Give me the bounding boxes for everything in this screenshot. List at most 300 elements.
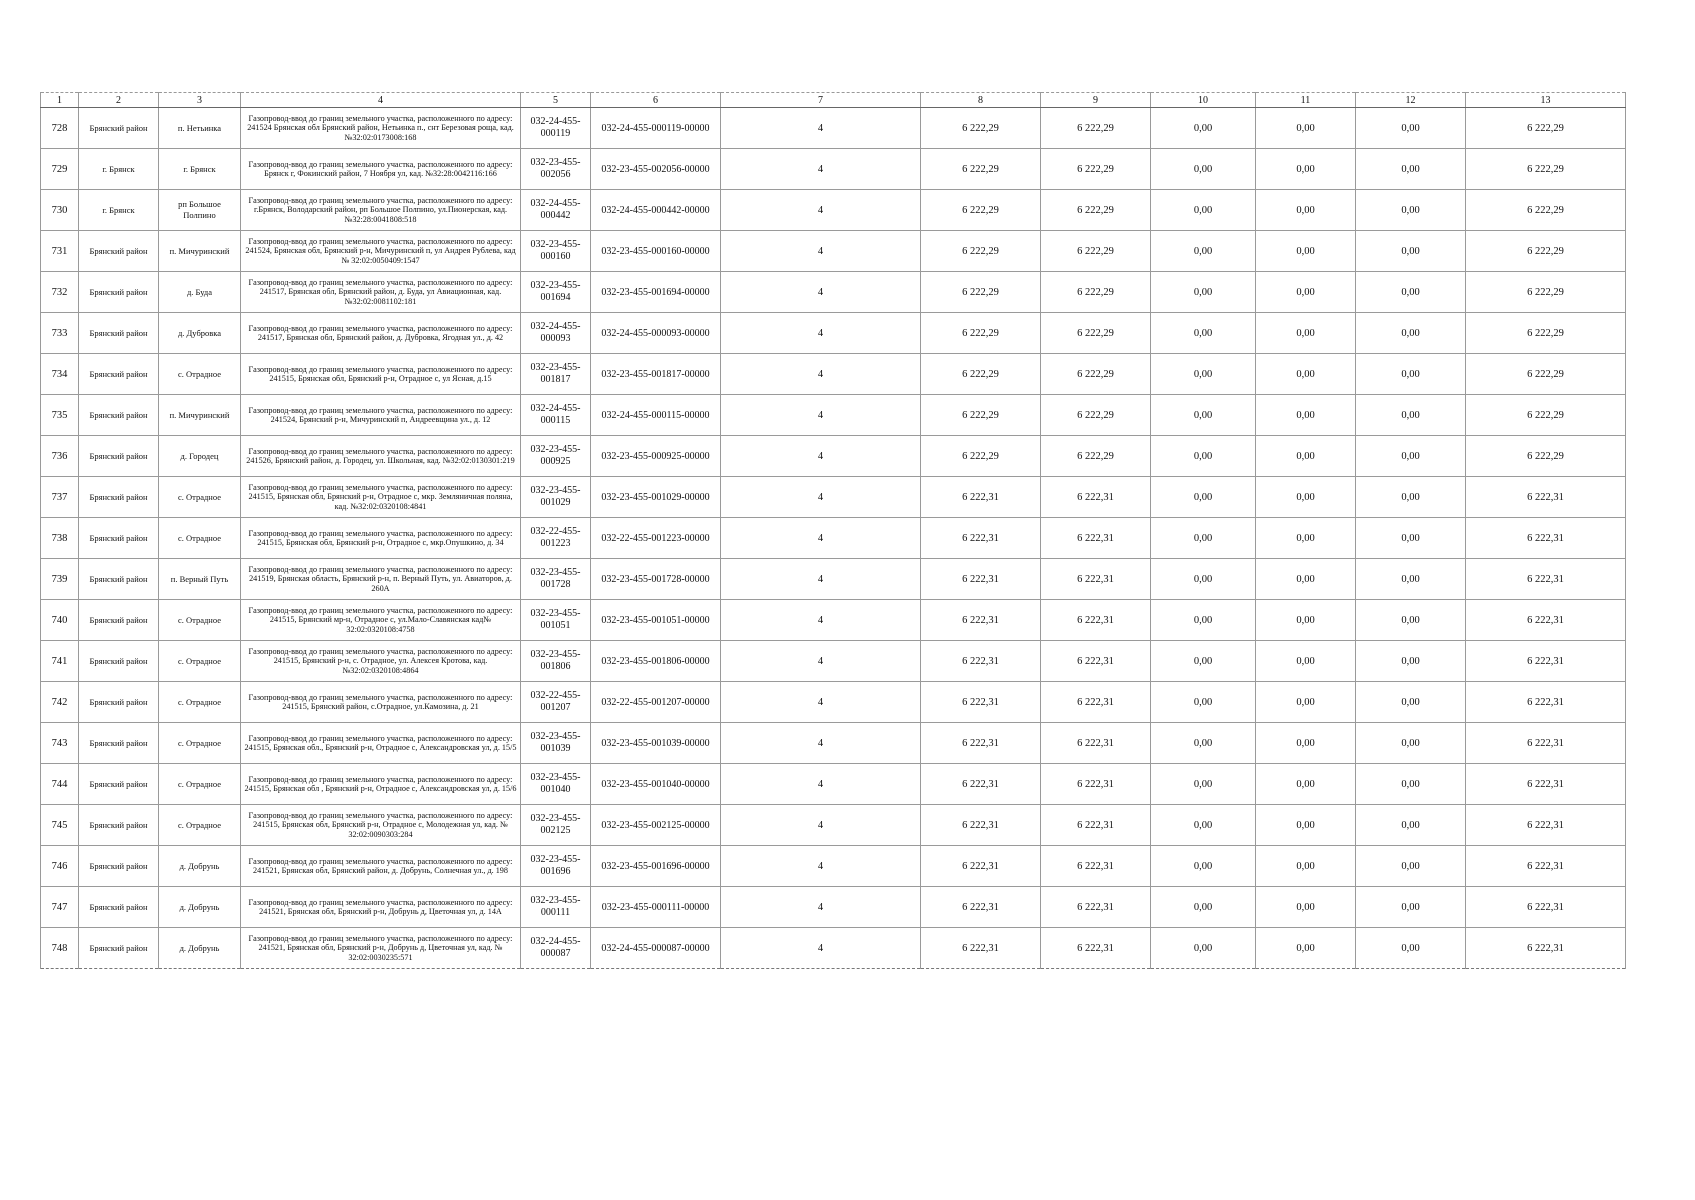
table-row [41, 354, 1626, 395]
cell-col-10: 0,00 [1151, 395, 1256, 436]
table-row [41, 600, 1626, 641]
cell-col-12: 0,00 [1356, 272, 1466, 313]
cell-settlement: с. Отрадное [159, 723, 241, 764]
cell-inventory-number: 032-22-455-001223 [521, 518, 591, 559]
cell-district: Брянский район [79, 477, 159, 518]
cell-col-11: 0,00 [1256, 846, 1356, 887]
cell-col-10: 0,00 [1151, 723, 1256, 764]
cell-settlement: с. Отрадное [159, 805, 241, 846]
cell-row-number: 747 [41, 887, 79, 928]
cell-object-description: Газопровод-ввод до границ земельного участка, расположенного по адресу: 241521, Брянская обл, Брянский район, д. Добрунь, Солнечная ул., д. 198 [241, 846, 521, 887]
cell-col-12: 0,00 [1356, 149, 1466, 190]
cell-settlement: с. Отрадное [159, 682, 241, 723]
cell-settlement: с. Отрадное [159, 600, 241, 641]
cell-district: Брянский район [79, 682, 159, 723]
cell-col-13: 6 222,31 [1466, 764, 1626, 805]
cell-col-9: 6 222,29 [1041, 149, 1151, 190]
cell-col-11: 0,00 [1256, 805, 1356, 846]
cell-district: г. Брянск [79, 149, 159, 190]
cell-object-description: Газопровод-ввод до границ земельного участка, расположенного по адресу: 241515, Брянский р-н, с. Отрадное, ул. Алексея Кротова, кад. №32:02:0320108:4864 [241, 641, 521, 682]
cell-col-9: 6 222,29 [1041, 436, 1151, 477]
cell-inventory-number: 032-23-455-001806 [521, 641, 591, 682]
cell-col-13: 6 222,31 [1466, 723, 1626, 764]
cell-col-10: 0,00 [1151, 600, 1256, 641]
cell-district: Брянский район [79, 846, 159, 887]
table-row [41, 928, 1626, 969]
cell-object-code: 032-23-455-001040-00000 [591, 764, 721, 805]
cell-district: Брянский район [79, 354, 159, 395]
cell-col-12: 0,00 [1356, 887, 1466, 928]
cell-district: Брянский район [79, 559, 159, 600]
cell-col-11: 0,00 [1256, 395, 1356, 436]
cell-row-number: 737 [41, 477, 79, 518]
col-header-2: 2 [79, 93, 159, 108]
table-row [41, 518, 1626, 559]
cell-col-11: 0,00 [1256, 354, 1356, 395]
asset-table [40, 92, 1626, 969]
cell-object-description: Газопровод-ввод до границ земельного участка, расположенного по адресу: 241524, Брянская обл, Брянский р-н, Мичуринский п, ул Андрея Рублева, кад № 32:02:0050409:1547 [241, 231, 521, 272]
col-header-8: 8 [921, 93, 1041, 108]
cell-district: Брянский район [79, 641, 159, 682]
col-header-12: 12 [1356, 93, 1466, 108]
cell-inventory-number: 032-24-455-000115 [521, 395, 591, 436]
cell-col-13: 6 222,29 [1466, 354, 1626, 395]
cell-col-7: 4 [721, 641, 921, 682]
table-row [41, 846, 1626, 887]
cell-col-9: 6 222,29 [1041, 272, 1151, 313]
cell-col-11: 0,00 [1256, 272, 1356, 313]
cell-district: Брянский район [79, 600, 159, 641]
cell-col-10: 0,00 [1151, 149, 1256, 190]
cell-col-10: 0,00 [1151, 559, 1256, 600]
cell-object-description: Газопровод-ввод до границ земельного участка, расположенного по адресу: 241519, Брянская область, Брянский р-н, п. Верный Путь, ул. Авиаторов, д. 260А [241, 559, 521, 600]
cell-district: Брянский район [79, 272, 159, 313]
cell-col-11: 0,00 [1256, 928, 1356, 969]
cell-settlement: с. Отрадное [159, 518, 241, 559]
cell-col-10: 0,00 [1151, 436, 1256, 477]
cell-object-code: 032-24-455-000119-00000 [591, 108, 721, 149]
cell-col-10: 0,00 [1151, 887, 1256, 928]
table-row [41, 313, 1626, 354]
cell-col-13: 6 222,31 [1466, 887, 1626, 928]
cell-col-12: 0,00 [1356, 518, 1466, 559]
cell-object-code: 032-23-455-002125-00000 [591, 805, 721, 846]
cell-district: Брянский район [79, 764, 159, 805]
cell-settlement: д. Добрунь [159, 887, 241, 928]
cell-col-13: 6 222,29 [1466, 231, 1626, 272]
cell-col-9: 6 222,29 [1041, 395, 1151, 436]
table-row [41, 149, 1626, 190]
cell-inventory-number: 032-23-455-001696 [521, 846, 591, 887]
cell-col-7: 4 [721, 231, 921, 272]
cell-district: Брянский район [79, 928, 159, 969]
cell-object-code: 032-23-455-001694-00000 [591, 272, 721, 313]
cell-col-8: 6 222,31 [921, 559, 1041, 600]
cell-row-number: 739 [41, 559, 79, 600]
cell-col-13: 6 222,31 [1466, 846, 1626, 887]
col-header-10: 10 [1151, 93, 1256, 108]
cell-col-8: 6 222,31 [921, 723, 1041, 764]
cell-col-10: 0,00 [1151, 313, 1256, 354]
cell-settlement: г. Брянск [159, 149, 241, 190]
cell-object-code: 032-23-455-000925-00000 [591, 436, 721, 477]
cell-col-13: 6 222,31 [1466, 682, 1626, 723]
cell-object-code: 032-23-455-001728-00000 [591, 559, 721, 600]
cell-col-10: 0,00 [1151, 108, 1256, 149]
cell-district: Брянский район [79, 313, 159, 354]
cell-col-11: 0,00 [1256, 477, 1356, 518]
cell-col-8: 6 222,31 [921, 805, 1041, 846]
column-numbers-row [41, 93, 1626, 108]
cell-col-13: 6 222,29 [1466, 149, 1626, 190]
cell-col-9: 6 222,29 [1041, 108, 1151, 149]
cell-col-12: 0,00 [1356, 436, 1466, 477]
cell-row-number: 741 [41, 641, 79, 682]
cell-col-11: 0,00 [1256, 723, 1356, 764]
cell-object-code: 032-22-455-001223-00000 [591, 518, 721, 559]
cell-settlement: п. Нетьинка [159, 108, 241, 149]
table-row [41, 805, 1626, 846]
cell-row-number: 740 [41, 600, 79, 641]
cell-district: Брянский район [79, 518, 159, 559]
cell-col-9: 6 222,29 [1041, 354, 1151, 395]
col-header-6: 6 [591, 93, 721, 108]
cell-col-7: 4 [721, 600, 921, 641]
cell-col-13: 6 222,29 [1466, 436, 1626, 477]
cell-object-code: 032-22-455-001207-00000 [591, 682, 721, 723]
cell-row-number: 730 [41, 190, 79, 231]
cell-col-8: 6 222,31 [921, 641, 1041, 682]
cell-col-11: 0,00 [1256, 641, 1356, 682]
cell-col-9: 6 222,31 [1041, 928, 1151, 969]
cell-col-12: 0,00 [1356, 764, 1466, 805]
cell-inventory-number: 032-24-455-000442 [521, 190, 591, 231]
cell-col-11: 0,00 [1256, 313, 1356, 354]
cell-settlement: с. Отрадное [159, 641, 241, 682]
cell-object-code: 032-24-455-000442-00000 [591, 190, 721, 231]
cell-col-13: 6 222,31 [1466, 518, 1626, 559]
cell-col-12: 0,00 [1356, 928, 1466, 969]
cell-col-8: 6 222,29 [921, 149, 1041, 190]
cell-object-code: 032-24-455-000093-00000 [591, 313, 721, 354]
table-row [41, 436, 1626, 477]
cell-object-code: 032-23-455-000111-00000 [591, 887, 721, 928]
table-row [41, 272, 1626, 313]
cell-col-8: 6 222,31 [921, 846, 1041, 887]
cell-settlement: с. Отрадное [159, 764, 241, 805]
cell-col-9: 6 222,31 [1041, 600, 1151, 641]
cell-settlement: д. Буда [159, 272, 241, 313]
cell-object-code: 032-23-455-001806-00000 [591, 641, 721, 682]
table-row [41, 477, 1626, 518]
cell-col-8: 6 222,29 [921, 395, 1041, 436]
cell-col-11: 0,00 [1256, 764, 1356, 805]
table-row [41, 190, 1626, 231]
cell-object-description: Газопровод-ввод до границ земельного участка, расположенного по адресу: 241515, Брянский район, с.Отрадное, ул.Камозина, д. 21 [241, 682, 521, 723]
table-row [41, 395, 1626, 436]
table-row [41, 887, 1626, 928]
cell-col-9: 6 222,31 [1041, 764, 1151, 805]
cell-col-12: 0,00 [1356, 190, 1466, 231]
cell-district: Брянский район [79, 887, 159, 928]
cell-col-10: 0,00 [1151, 190, 1256, 231]
cell-object-description: Газопровод-ввод до границ земельного участка, расположенного по адресу: 241526, Брянский район, д. Городец, ул. Школьная, кад. №32:02:0130301:219 [241, 436, 521, 477]
cell-col-11: 0,00 [1256, 600, 1356, 641]
col-header-1: 1 [41, 93, 79, 108]
cell-col-10: 0,00 [1151, 477, 1256, 518]
table-row [41, 723, 1626, 764]
cell-inventory-number: 032-23-455-001694 [521, 272, 591, 313]
cell-col-13: 6 222,29 [1466, 190, 1626, 231]
cell-col-13: 6 222,29 [1466, 108, 1626, 149]
cell-row-number: 748 [41, 928, 79, 969]
cell-object-code: 032-24-455-000115-00000 [591, 395, 721, 436]
cell-row-number: 744 [41, 764, 79, 805]
cell-object-code: 032-23-455-001696-00000 [591, 846, 721, 887]
cell-col-11: 0,00 [1256, 436, 1356, 477]
cell-row-number: 745 [41, 805, 79, 846]
cell-col-7: 4 [721, 190, 921, 231]
cell-col-12: 0,00 [1356, 354, 1466, 395]
cell-col-12: 0,00 [1356, 723, 1466, 764]
cell-col-8: 6 222,29 [921, 190, 1041, 231]
table-row [41, 231, 1626, 272]
cell-col-10: 0,00 [1151, 682, 1256, 723]
cell-col-7: 4 [721, 846, 921, 887]
cell-object-description: Газопровод-ввод до границ земельного участка, расположенного по адресу: 241521, Брянская обл, Брянский р-н, Добрунь д, Цветочная ул, кад. № 32:02:0030235:571 [241, 928, 521, 969]
cell-col-7: 4 [721, 108, 921, 149]
cell-col-10: 0,00 [1151, 231, 1256, 272]
cell-settlement: п. Верный Путь [159, 559, 241, 600]
cell-object-description: Газопровод-ввод до границ земельного участка, расположенного по адресу: 241515, Брянский мр-н, Отрадное с, ул.Мало-Славянская кад№ 32:02:0320108:4758 [241, 600, 521, 641]
cell-object-description: Газопровод-ввод до границ земельного участка, расположенного по адресу: г.Брянск, Володарский район, рп Большое Полпино, ул.Пионерская, кад. №32:28:0041808:518 [241, 190, 521, 231]
cell-settlement: п. Мичуринский [159, 231, 241, 272]
cell-col-7: 4 [721, 518, 921, 559]
cell-col-12: 0,00 [1356, 108, 1466, 149]
cell-object-code: 032-24-455-000087-00000 [591, 928, 721, 969]
cell-col-9: 6 222,31 [1041, 682, 1151, 723]
cell-col-13: 6 222,29 [1466, 313, 1626, 354]
cell-settlement: с. Отрадное [159, 477, 241, 518]
table-row [41, 559, 1626, 600]
col-header-13: 13 [1466, 93, 1626, 108]
cell-col-13: 6 222,31 [1466, 805, 1626, 846]
cell-object-description: Газопровод-ввод до границ земельного участка, расположенного по адресу: 241515, Брянская обл., Брянский р-н, Отрадное с, Александровская ул, д. 15/5 [241, 723, 521, 764]
cell-inventory-number: 032-24-455-000119 [521, 108, 591, 149]
cell-col-9: 6 222,29 [1041, 231, 1151, 272]
cell-col-7: 4 [721, 764, 921, 805]
cell-col-8: 6 222,29 [921, 231, 1041, 272]
cell-row-number: 746 [41, 846, 79, 887]
cell-col-7: 4 [721, 805, 921, 846]
cell-col-7: 4 [721, 354, 921, 395]
cell-object-code: 032-23-455-001039-00000 [591, 723, 721, 764]
cell-col-11: 0,00 [1256, 190, 1356, 231]
cell-inventory-number: 032-23-455-000160 [521, 231, 591, 272]
cell-col-11: 0,00 [1256, 149, 1356, 190]
cell-object-description: Газопровод-ввод до границ земельного участка, расположенного по адресу: 241524, Брянский р-н, Мичуринский п, Андреевщина ул., д. 12 [241, 395, 521, 436]
cell-inventory-number: 032-23-455-001728 [521, 559, 591, 600]
cell-col-12: 0,00 [1356, 559, 1466, 600]
cell-col-7: 4 [721, 436, 921, 477]
cell-col-11: 0,00 [1256, 518, 1356, 559]
cell-col-11: 0,00 [1256, 559, 1356, 600]
cell-col-7: 4 [721, 928, 921, 969]
cell-settlement: с. Отрадное [159, 354, 241, 395]
cell-inventory-number: 032-24-455-000087 [521, 928, 591, 969]
cell-row-number: 731 [41, 231, 79, 272]
cell-col-9: 6 222,31 [1041, 641, 1151, 682]
cell-row-number: 738 [41, 518, 79, 559]
cell-col-8: 6 222,29 [921, 313, 1041, 354]
cell-col-10: 0,00 [1151, 928, 1256, 969]
cell-object-description: Газопровод-ввод до границ земельного участка, расположенного по адресу: 241515, Брянская обл, Брянский р-н, Отрадное с, Молодежная ул, кад. № 32:02:0090303:284 [241, 805, 521, 846]
document-sheet [40, 92, 1625, 969]
table-row [41, 641, 1626, 682]
cell-col-7: 4 [721, 313, 921, 354]
cell-col-7: 4 [721, 395, 921, 436]
cell-col-10: 0,00 [1151, 764, 1256, 805]
cell-row-number: 733 [41, 313, 79, 354]
cell-col-13: 6 222,31 [1466, 559, 1626, 600]
cell-col-7: 4 [721, 559, 921, 600]
table-row [41, 682, 1626, 723]
cell-district: Брянский район [79, 805, 159, 846]
table-header [41, 93, 1626, 108]
cell-row-number: 728 [41, 108, 79, 149]
cell-district: Брянский район [79, 395, 159, 436]
cell-col-7: 4 [721, 723, 921, 764]
cell-col-12: 0,00 [1356, 600, 1466, 641]
cell-col-8: 6 222,31 [921, 518, 1041, 559]
cell-col-12: 0,00 [1356, 395, 1466, 436]
cell-district: Брянский район [79, 723, 159, 764]
cell-object-code: 032-23-455-000160-00000 [591, 231, 721, 272]
cell-row-number: 734 [41, 354, 79, 395]
col-header-4: 4 [241, 93, 521, 108]
cell-col-12: 0,00 [1356, 477, 1466, 518]
cell-col-12: 0,00 [1356, 805, 1466, 846]
cell-col-13: 6 222,31 [1466, 928, 1626, 969]
cell-col-9: 6 222,31 [1041, 846, 1151, 887]
cell-row-number: 732 [41, 272, 79, 313]
cell-col-13: 6 222,29 [1466, 272, 1626, 313]
cell-inventory-number: 032-23-455-001817 [521, 354, 591, 395]
cell-col-8: 6 222,31 [921, 928, 1041, 969]
cell-settlement: рп Большое Полпино [159, 190, 241, 231]
cell-object-description: Газопровод-ввод до границ земельного участка, расположенного по адресу: 241515, Брянская обл , Брянский р-н, Отрадное с, Александровская ул, д. 15/6 [241, 764, 521, 805]
cell-col-9: 6 222,29 [1041, 313, 1151, 354]
cell-inventory-number: 032-23-455-002056 [521, 149, 591, 190]
cell-col-10: 0,00 [1151, 846, 1256, 887]
cell-col-9: 6 222,31 [1041, 477, 1151, 518]
cell-object-description: Газопровод-ввод до границ земельного участка, расположенного по адресу: 241515, Брянская обл, Брянский р-н, Отрадное с, ул Ясная, д.15 [241, 354, 521, 395]
cell-inventory-number: 032-23-455-001029 [521, 477, 591, 518]
cell-col-11: 0,00 [1256, 682, 1356, 723]
cell-object-description: Газопровод-ввод до границ земельного участка, расположенного по адресу: 241515, Брянская обл, Брянский р-н, Отрадное с, мкр.Опушкино, д. 34 [241, 518, 521, 559]
cell-col-10: 0,00 [1151, 354, 1256, 395]
cell-inventory-number: 032-23-455-001051 [521, 600, 591, 641]
cell-district: г. Брянск [79, 190, 159, 231]
col-header-5: 5 [521, 93, 591, 108]
cell-col-10: 0,00 [1151, 641, 1256, 682]
cell-col-8: 6 222,31 [921, 600, 1041, 641]
col-header-11: 11 [1256, 93, 1356, 108]
cell-col-12: 0,00 [1356, 313, 1466, 354]
cell-col-8: 6 222,31 [921, 477, 1041, 518]
cell-object-description: Газопровод-ввод до границ земельного участка, расположенного по адресу: 241524 Брянская обл Брянский район, Нетьинка п., снт Березовая роща, кад. №32:02:0173008:168 [241, 108, 521, 149]
cell-col-7: 4 [721, 149, 921, 190]
cell-object-description: Газопровод-ввод до границ земельного участка, расположенного по адресу: 241521, Брянская обл, Брянский р-н, Добрунь д, Цветочная ул, д. 14А [241, 887, 521, 928]
cell-col-11: 0,00 [1256, 231, 1356, 272]
cell-district: Брянский район [79, 436, 159, 477]
col-header-9: 9 [1041, 93, 1151, 108]
cell-col-9: 6 222,31 [1041, 559, 1151, 600]
cell-col-13: 6 222,31 [1466, 600, 1626, 641]
cell-col-10: 0,00 [1151, 272, 1256, 313]
cell-col-9: 6 222,31 [1041, 805, 1151, 846]
cell-col-8: 6 222,31 [921, 887, 1041, 928]
cell-col-11: 0,00 [1256, 108, 1356, 149]
table-row [41, 108, 1626, 149]
table-body [41, 108, 1626, 969]
cell-col-10: 0,00 [1151, 518, 1256, 559]
cell-col-9: 6 222,29 [1041, 190, 1151, 231]
cell-col-9: 6 222,31 [1041, 518, 1151, 559]
cell-settlement: д. Дубровка [159, 313, 241, 354]
cell-col-8: 6 222,29 [921, 272, 1041, 313]
cell-row-number: 736 [41, 436, 79, 477]
cell-row-number: 742 [41, 682, 79, 723]
cell-col-10: 0,00 [1151, 805, 1256, 846]
cell-col-12: 0,00 [1356, 846, 1466, 887]
cell-col-8: 6 222,29 [921, 108, 1041, 149]
cell-col-8: 6 222,29 [921, 436, 1041, 477]
cell-object-code: 032-23-455-001029-00000 [591, 477, 721, 518]
cell-col-13: 6 222,29 [1466, 395, 1626, 436]
cell-col-12: 0,00 [1356, 641, 1466, 682]
cell-inventory-number: 032-23-455-000111 [521, 887, 591, 928]
cell-col-13: 6 222,31 [1466, 477, 1626, 518]
cell-row-number: 729 [41, 149, 79, 190]
col-header-7: 7 [721, 93, 921, 108]
table-row [41, 764, 1626, 805]
cell-inventory-number: 032-23-455-000925 [521, 436, 591, 477]
cell-col-7: 4 [721, 682, 921, 723]
cell-col-12: 0,00 [1356, 682, 1466, 723]
cell-inventory-number: 032-23-455-001040 [521, 764, 591, 805]
cell-object-code: 032-23-455-001051-00000 [591, 600, 721, 641]
cell-col-9: 6 222,31 [1041, 887, 1151, 928]
cell-col-13: 6 222,31 [1466, 641, 1626, 682]
cell-col-9: 6 222,31 [1041, 723, 1151, 764]
cell-object-description: Газопровод-ввод до границ земельного участка, расположенного по адресу: 241515, Брянская обл, Брянский р-н, Отрадное с, мкр. Земляничная поляна, кад. №32:02:0320108:4841 [241, 477, 521, 518]
cell-inventory-number: 032-22-455-001207 [521, 682, 591, 723]
cell-settlement: п. Мичуринский [159, 395, 241, 436]
cell-settlement: д. Добрунь [159, 846, 241, 887]
cell-inventory-number: 032-23-455-002125 [521, 805, 591, 846]
cell-col-7: 4 [721, 477, 921, 518]
cell-col-8: 6 222,31 [921, 682, 1041, 723]
cell-settlement: д. Городец [159, 436, 241, 477]
cell-object-description: Газопровод-ввод до границ земельного участка, расположенного по адресу: 241517, Брянская обл, Брянский район, д. Буда, ул Авиационная, кад. №32:02:0081102:181 [241, 272, 521, 313]
cell-object-code: 032-23-455-002056-00000 [591, 149, 721, 190]
cell-district: Брянский район [79, 108, 159, 149]
cell-object-description: Газопровод-ввод до границ земельного участка, расположенного по адресу: 241517, Брянская обл, Брянский район, д. Дубровка, Ягодная ул., д. 42 [241, 313, 521, 354]
cell-inventory-number: 032-24-455-000093 [521, 313, 591, 354]
cell-object-code: 032-23-455-001817-00000 [591, 354, 721, 395]
cell-inventory-number: 032-23-455-001039 [521, 723, 591, 764]
